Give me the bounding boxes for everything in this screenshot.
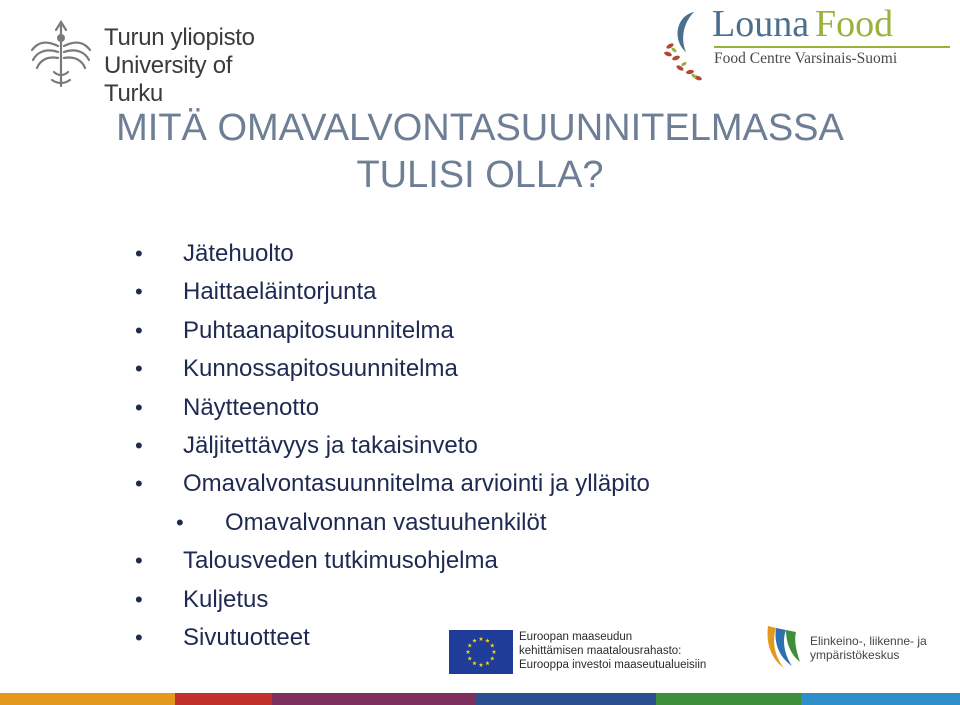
list-item [0, 581, 960, 619]
university-name-finnish: Turun yliopisto [104, 24, 255, 51]
bullet-marker: • [135, 241, 143, 266]
ely-emblem-icon [762, 622, 802, 670]
list-item [0, 542, 960, 580]
sub-list-item [0, 504, 960, 542]
lounafood-leaf-icon [660, 6, 712, 84]
color-strip-segment [175, 693, 272, 705]
slide-title [0, 105, 960, 199]
ely-centre-logo [762, 622, 952, 672]
list-item-text: Kuljetus [183, 585, 269, 613]
lounafood-name-louna: Louna [712, 3, 810, 45]
bullet-marker: • [135, 432, 143, 458]
list-item-text: Näytteenotto [183, 393, 320, 421]
color-strip-segment [656, 693, 801, 705]
university-crest-icon [28, 16, 94, 92]
bullet-marker: • [135, 356, 143, 382]
list-item-text: Haittaeläintorjunta [183, 278, 377, 306]
color-strip-segment [476, 693, 656, 705]
eu-text-line-2: kehittämisen maatalousrahasto: [519, 645, 682, 657]
color-strip-segment [0, 693, 175, 705]
list-item-text: Omavalvontasuunnitelma arviointi ja ylläpito [183, 470, 650, 498]
bullet-marker: • [135, 471, 143, 497]
list-item-text: Kunnossapitosuunnitelma [183, 355, 458, 383]
ely-text-line-2: ympäristökeskus [810, 648, 900, 662]
list-item-text: Sivutuotteet [183, 623, 310, 651]
list-item-text: Jäljitettävyys ja takaisinveto [183, 431, 478, 459]
bullet-marker: • [135, 548, 143, 574]
list-item-text: Puhtaanapitosuunnitelma [183, 316, 454, 344]
lounafood-logo [660, 2, 950, 82]
lounafood-name-food: Food [815, 3, 894, 45]
list-item-text: Omavalvonnan vastuuhenkilöt [225, 508, 547, 536]
eu-flag-icon [449, 630, 513, 674]
lounafood-subtitle: Food Centre Varsinais-Suomi [714, 50, 898, 67]
list-item [0, 465, 960, 503]
list-item [0, 235, 960, 273]
eu-text-line-3: Eurooppa investoi maaseutualueisiin [519, 659, 707, 671]
bullet-list [0, 235, 960, 657]
bullet-marker: • [135, 624, 143, 650]
bullet-marker: • [135, 317, 143, 343]
color-strip-segment [801, 693, 960, 705]
list-item [0, 427, 960, 465]
list-item [0, 273, 960, 311]
list-item [0, 312, 960, 350]
footer-color-strip [0, 693, 960, 705]
university-name-english: University of Turku [104, 52, 233, 107]
bullet-marker: • [176, 509, 184, 535]
slide-title-line-1: MITÄ OMAVALVONTASUUNNITELMASSA [116, 107, 844, 149]
eu-text-line-1: Euroopan maaseudun [519, 631, 633, 643]
slide-title-line-2: TULISI OLLA? [356, 154, 604, 196]
color-strip-segment [272, 693, 476, 705]
bullet-marker: • [135, 279, 143, 305]
ely-text-line-1: Elinkeino-, liikenne- ja [810, 634, 927, 648]
eu-funding-logo [449, 628, 729, 674]
list-item [0, 350, 960, 388]
lounafood-divider [714, 46, 950, 48]
bullet-marker: • [135, 394, 143, 420]
list-item-text: Jätehuolto [183, 240, 294, 267]
university-of-turku-logo [28, 14, 288, 107]
bullet-marker: • [135, 586, 143, 612]
list-item [0, 389, 960, 427]
list-item-text: Talousveden tutkimusohjelma [183, 547, 498, 575]
